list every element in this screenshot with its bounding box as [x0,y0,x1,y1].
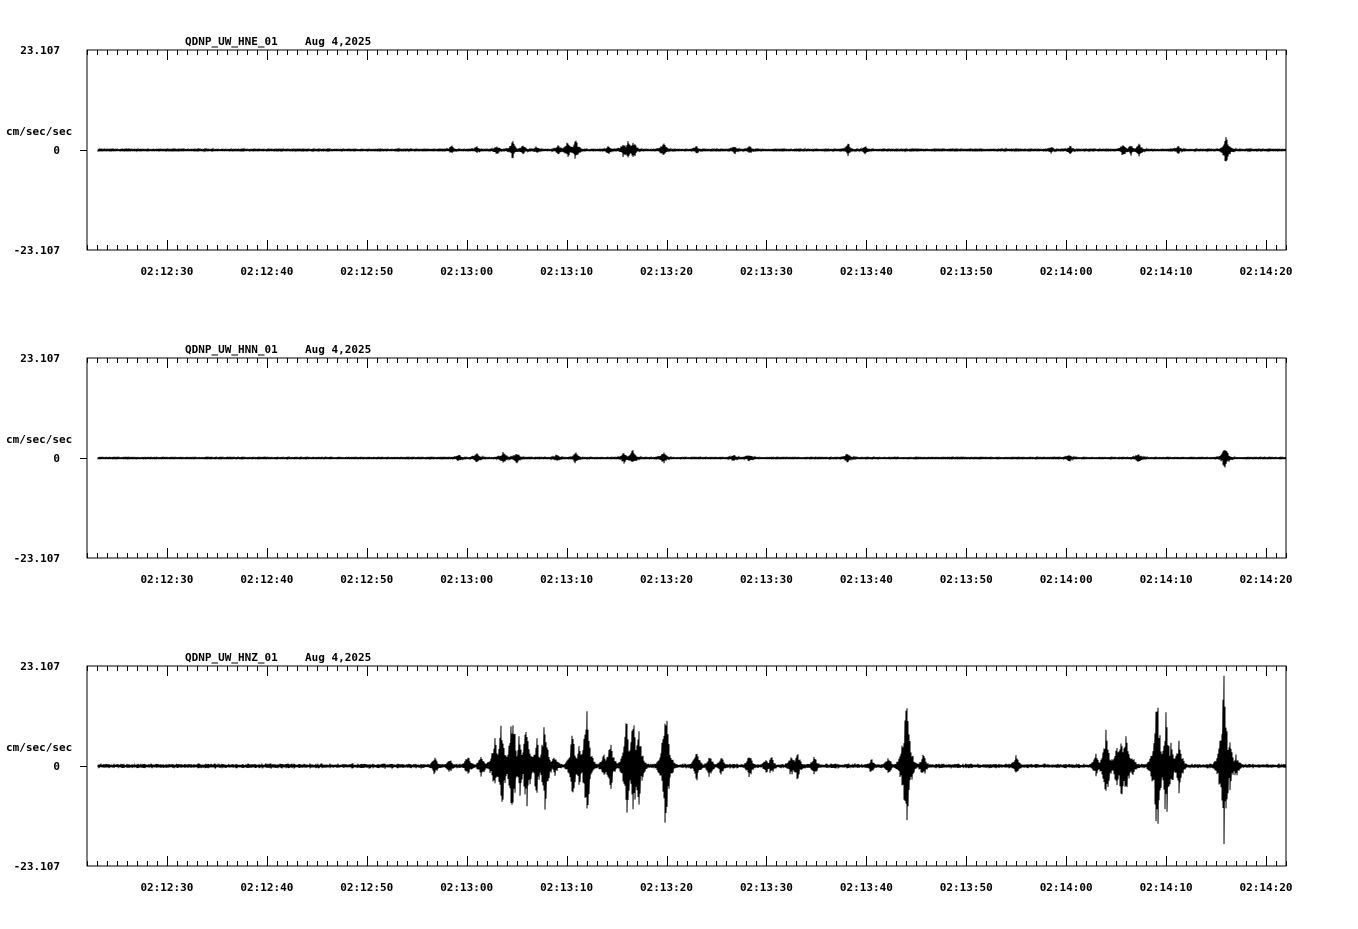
x-tick-label: 02:13:20 [640,265,694,278]
y-tick-label-zero: 0 [53,760,60,773]
channel-title: QDNP_UW_HNZ_01 [185,651,278,664]
x-tick-label: 02:13:30 [739,265,793,278]
x-tick-label: 02:13:10 [540,573,594,586]
x-tick-label: 02:12:30 [140,573,194,586]
x-tick-label: 02:12:40 [240,573,294,586]
y-axis-label: cm/sec/sec [6,741,73,754]
y-tick-label-zero: 0 [53,144,60,157]
x-tick-label: 02:13:50 [939,881,993,894]
x-tick-label: 02:14:00 [1039,265,1093,278]
x-tick-label: 02:12:40 [240,881,294,894]
record-date: Aug 4,2025 [305,651,372,664]
x-tick-label: 02:12:30 [140,881,194,894]
x-tick-label: 02:13:30 [739,573,793,586]
x-tick-label: 02:12:40 [240,265,294,278]
y-tick-label-min: -23.107 [13,860,60,873]
x-tick-label: 02:13:50 [939,573,993,586]
y-tick-label-min: -23.107 [13,552,60,565]
x-tick-label: 02:13:50 [939,265,993,278]
y-tick-label-zero: 0 [53,452,60,465]
x-tick-label: 02:14:20 [1239,265,1293,278]
x-tick-label: 02:13:00 [440,265,494,278]
x-tick-label: 02:13:30 [739,881,793,894]
x-tick-label: 02:14:00 [1039,881,1093,894]
x-tick-label: 02:12:50 [340,573,394,586]
x-tick-label: 02:14:00 [1039,573,1093,586]
x-tick-label: 02:13:10 [540,881,594,894]
y-axis-label: cm/sec/sec [6,433,73,446]
seismogram-panel-0 [6,35,1293,278]
x-tick-label: 02:13:40 [839,881,893,894]
x-tick-label: 02:13:10 [540,265,594,278]
x-tick-label: 02:12:50 [340,265,394,278]
seismogram-panel-1 [6,343,1293,586]
waveform-trace [98,137,1286,161]
channel-title: QDNP_UW_HNE_01 [185,35,278,48]
channel-title: QDNP_UW_HNN_01 [185,343,278,356]
x-tick-label: 02:13:40 [839,573,893,586]
x-tick-label: 02:14:10 [1139,265,1193,278]
record-date: Aug 4,2025 [305,35,372,48]
x-tick-label: 02:14:20 [1239,881,1293,894]
x-tick-label: 02:14:10 [1139,573,1193,586]
x-tick-label: 02:13:00 [440,881,494,894]
x-tick-label: 02:12:30 [140,265,194,278]
x-tick-label: 02:12:50 [340,881,394,894]
y-tick-label-max: 23.107 [20,352,60,365]
y-tick-label-max: 23.107 [20,44,60,57]
y-axis-label: cm/sec/sec [6,125,73,138]
y-tick-label-min: -23.107 [13,244,60,257]
x-tick-label: 02:14:10 [1139,881,1193,894]
x-tick-label: 02:13:20 [640,573,694,586]
x-tick-label: 02:14:20 [1239,573,1293,586]
y-tick-label-max: 23.107 [20,660,60,673]
seismogram-panel-2 [6,651,1293,894]
x-tick-label: 02:13:00 [440,573,494,586]
x-tick-label: 02:13:40 [839,265,893,278]
record-date: Aug 4,2025 [305,343,372,356]
x-tick-label: 02:13:20 [640,881,694,894]
waveform-trace [98,676,1286,844]
